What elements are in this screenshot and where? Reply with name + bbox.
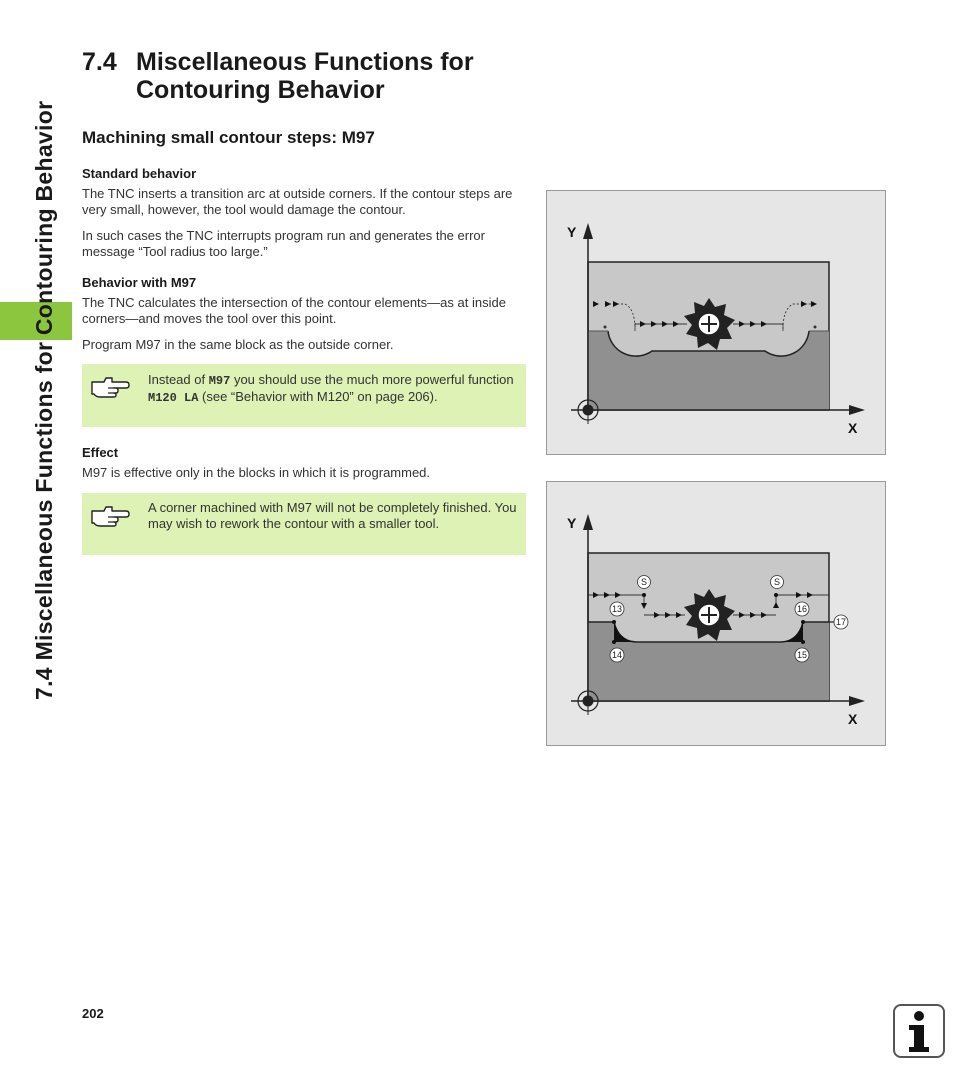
section-title: Miscellaneous Functions for Contouring Behavior: [136, 48, 474, 104]
figure-standard-behavior: [546, 190, 886, 455]
info-icon[interactable]: [893, 1004, 945, 1058]
x-axis-label: X: [848, 420, 858, 436]
note-box-1: [82, 364, 526, 427]
label-point-15: 15: [796, 650, 808, 660]
note-box-2: [82, 493, 526, 555]
standard-paragraph-2: In such cases the TNC interrupts program run and generates the error message “Tool radius too large.”: [82, 228, 485, 259]
section-number: 7.4: [82, 48, 117, 76]
x-axis-label: X: [848, 711, 858, 727]
note-text-2: A corner machined with M97 will not be completely finished. You may wish to rework the contour with a smaller tool.: [148, 500, 517, 531]
code-m97: M97: [208, 374, 231, 388]
label-point-16: 16: [796, 604, 808, 614]
sidebar-chapter-title: 7.4 Miscellaneous Functions for Contouring Behavior: [31, 100, 57, 700]
label-point-14: 14: [611, 650, 623, 660]
note-text-1: Instead of M97 you should use the much more powerful function M120 LA (see “Behavior with M120” on page 206).: [148, 372, 514, 405]
code-m120-la: M120 LA: [148, 391, 199, 405]
label-s-right: S: [773, 577, 781, 587]
label-point-13: 13: [611, 604, 623, 614]
pointing-hand-icon: [90, 374, 130, 400]
y-axis-label: Y: [567, 515, 577, 531]
standard-heading: Standard behavior: [82, 166, 197, 181]
m97-paragraph-2: Program M97 in the same block as the outside corner.: [82, 337, 394, 352]
m97-heading: Behavior with M97: [82, 275, 197, 290]
y-axis-label: Y: [567, 224, 577, 240]
subsection-title: Machining small contour steps: M97: [82, 128, 375, 147]
page-number: 202: [82, 1006, 104, 1021]
label-s-left: S: [640, 577, 648, 587]
effect-heading: Effect: [82, 445, 119, 460]
info-glyph: [895, 1006, 943, 1056]
figure-1-diagram: [547, 191, 885, 454]
figure-m97-behavior: [546, 481, 886, 746]
label-point-17: 17: [835, 617, 847, 627]
pointing-hand-icon: [90, 503, 130, 529]
standard-paragraph-1: The TNC inserts a transition arc at outside corners. If the contour steps are very small, however, the tool would damage the contour.: [82, 186, 513, 217]
page-title: [82, 48, 474, 104]
effect-paragraph: M97 is effective only in the blocks in which it is programmed.: [82, 465, 431, 480]
m97-paragraph-1: The TNC calculates the intersection of the contour elements—as at inside corners—and moves the tool over this point.: [82, 295, 506, 326]
figure-2-diagram: [547, 482, 885, 745]
